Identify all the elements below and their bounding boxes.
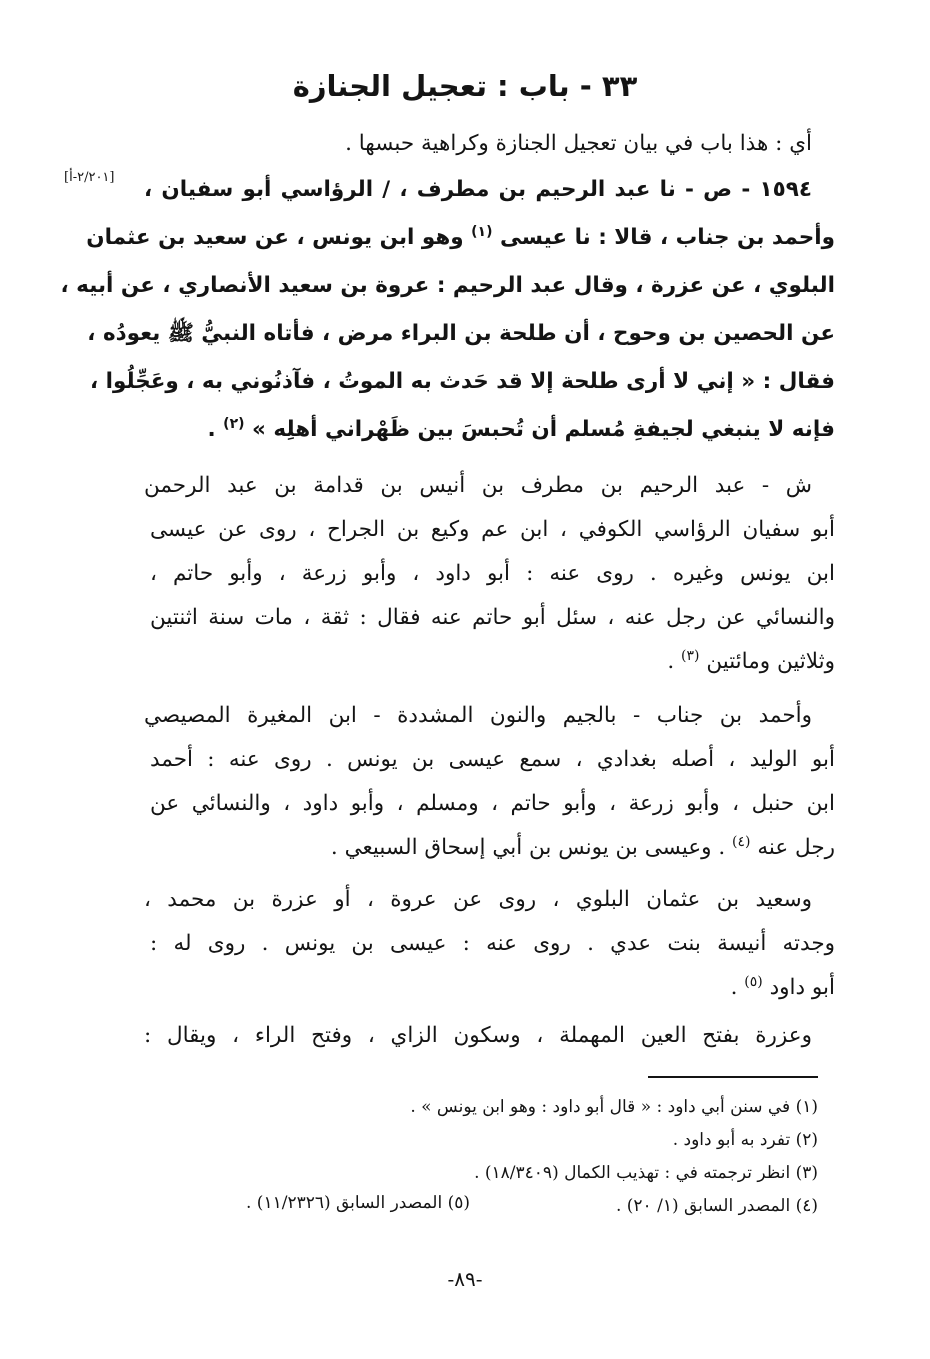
manuscript-folio-reference: [٢/٢٠١-أ] bbox=[64, 170, 115, 185]
footnote-marker[interactable]: (٣) bbox=[681, 647, 700, 664]
footnote-2: (٢) تفرد به أبو داود . bbox=[672, 1130, 818, 1150]
commentary-line: والنسائي عن رجل عنه ، سئل أبو حاتم عنه فقال : ثقة ، مات سنة اثنتين bbox=[150, 605, 835, 630]
commentary-line: وجدته أنيسة بنت عدي . روى عنه : عيسى بن يونس . روى له : bbox=[150, 931, 835, 956]
footnote-marker[interactable]: (٢) bbox=[223, 415, 245, 432]
footnote-marker[interactable]: (١) bbox=[471, 223, 493, 240]
commentary-line: وعزرة بفتح العين المهملة ، وسكون الزاي ، وفتح الراء ، ويقال : bbox=[144, 1023, 812, 1048]
commentary-line: أبو سفيان الرؤاسي الكوفي ، ابن عم وكيع بن الجراح ، روى عن عيسى bbox=[150, 517, 835, 542]
commentary-line: ش - عبد الرحيم بن مطرف بن أنيس بن قدامة بن عبد الرحمن bbox=[144, 473, 812, 498]
hadith-line: البلوي ، عن عزرة ، وقال عبد الرحيم : عروة بن سعيد الأنصاري ، عن أبيه ، bbox=[60, 273, 835, 298]
chapter-title: ٣٣ - باب : تعجيل الجنازة bbox=[292, 69, 638, 103]
footnote-4: (٤) المصدر السابق (١/ ٢٠) . bbox=[615, 1196, 818, 1216]
hadith-line: فإنه لا ينبغي لجيفةِ مُسلم أن تُحبسَ بين ظَهْراني أهلِه » $^{(٢)}$ . bbox=[207, 415, 835, 442]
commentary-line: أبو الوليد ، أصله بغدادي ، سمع عيسى بن يونس . روى عنه : أحمد bbox=[150, 747, 835, 772]
footnote-1: (١) في سنن أبي داود : « قال أبو داود : وهو ابن يونس » . bbox=[410, 1097, 818, 1117]
chapter-intro: أي : هذا باب في بيان تعجيل الجنازة وكراهية حبسها . bbox=[345, 131, 812, 156]
hadith-line: ١٥٩٤ - ص - نا عبد الرحيم بن مطرف ، / الرؤاسي أبو سفيان ، bbox=[144, 177, 812, 202]
commentary-line: وثلاثين ومائتين $^{(٣)}$ . bbox=[667, 647, 835, 674]
commentary-line: وسعيد بن عثمان البلوي ، روى عن عروة ، أو عزرة بن محمد ، bbox=[144, 887, 812, 912]
commentary-line: ابن يونس وغيره . روى عنه : أبو داود ، وأبو زرعة ، وأبو حاتم ، bbox=[150, 561, 835, 586]
footnote-separator bbox=[648, 1076, 818, 1078]
hadith-line: فقال : « إني لا أرى طلحة إلا قد حَدث به الموتُ ، فآذنُوني به ، وعَجِّلُوا ، bbox=[89, 369, 835, 394]
page-number: -٨٩- bbox=[447, 1267, 483, 1291]
footnote-marker[interactable]: (٤) bbox=[732, 833, 751, 850]
footnote-5: (٥) المصدر السابق (١١/٢٣٢٦) . bbox=[246, 1193, 470, 1213]
commentary-line: وأحمد بن جناب - بالجيم والنون المشددة - ابن المغيرة المصيصي bbox=[144, 703, 812, 728]
footnote-3: (٣) انظر ترجمته في : تهذيب الكمال (١٨/٣٤٠٩) . bbox=[474, 1163, 818, 1183]
commentary-line: رجل عنه $^{(٤)}$ . وعيسى بن يونس بن أبي إسحاق السبيعي . bbox=[330, 833, 835, 860]
commentary-line: أبو داود $^{(٥)}$ . bbox=[730, 973, 835, 1000]
footnote-marker[interactable]: (٥) bbox=[744, 973, 763, 990]
commentary-line: ابن حنبل ، وأبو زرعة ، وأبو حاتم ، ومسلم ، وأبو داود ، والنسائي عن bbox=[150, 791, 835, 816]
hadith-line: عن الحصين بن وحوح ، أن طلحة بن البراء مرض ، فأتاه النبيُّ ﷺ يعودُه ، bbox=[87, 321, 835, 346]
hadith-line: وأحمد بن جناب ، قالا : نا عيسى $^{(١)}$ وهو ابن يونس ، عن سعيد بن عثمان bbox=[86, 223, 835, 250]
